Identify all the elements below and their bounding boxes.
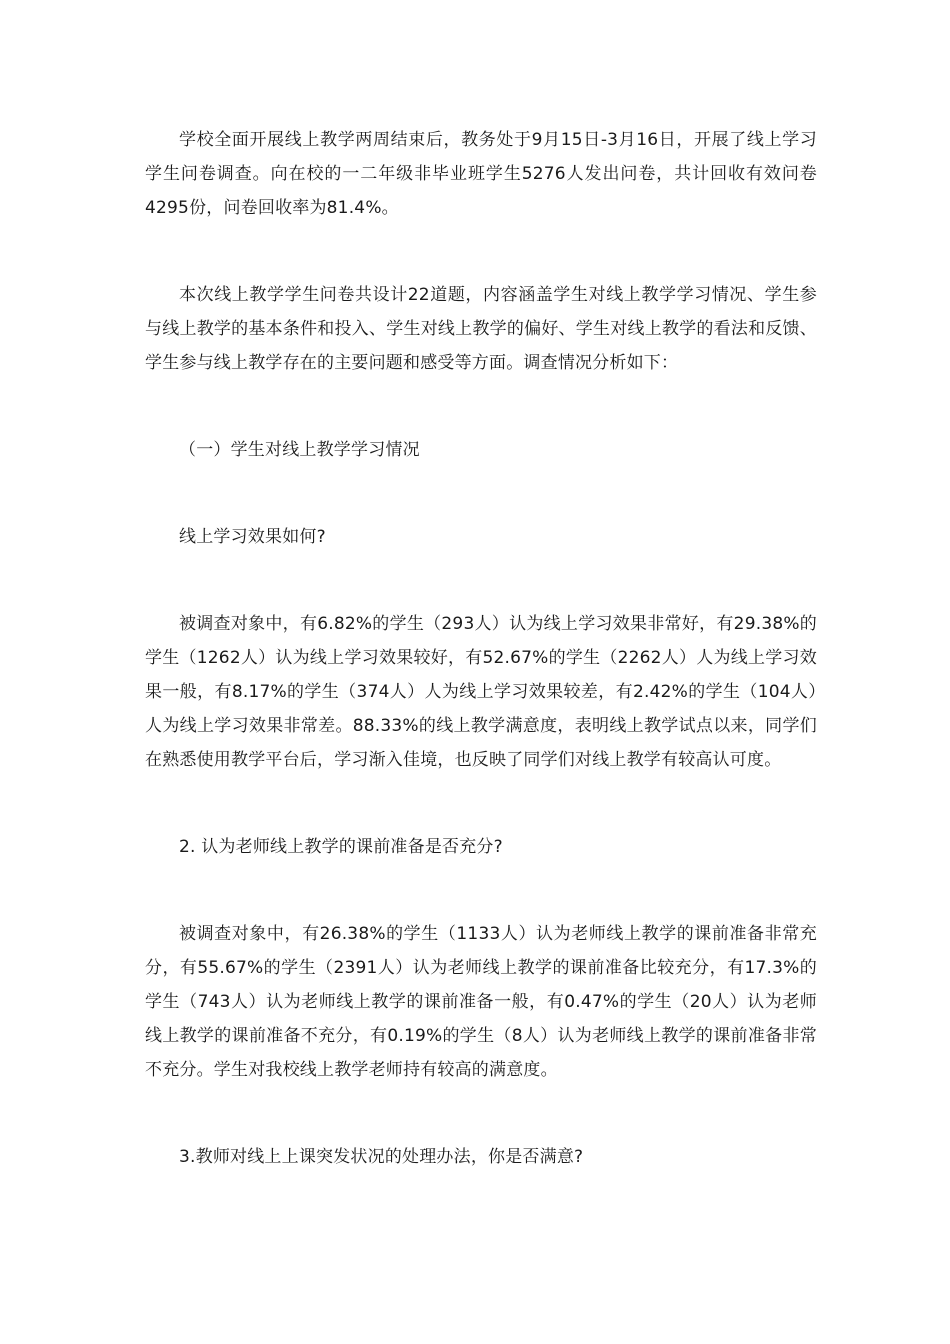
question-heading-emergency: 3.教师对线上上课突发状况的处理办法，你是否满意? [179,1147,584,1167]
paragraph-preparation-results: 被调查对象中，有26.38%的学生（1133人）认为老师线上教学的课前准备非常充分，有55.67%的学生（2391人）认为老师线上教学的课前准备比较充分，有17.3%的学生（743人）认为老师线上教学的课前准备一般，有0.47%的学生（20人）认为老师线上教学的课前准备不充分，有0.19%的学生（8人）认为老师线上教学的课前准备非常不充分。学生对我校线上教学老师持有较高的满意度。 [145,924,817,1080]
document-body [145,123,817,1174]
paragraph-survey-intro: 学校全面开展线上教学两周结束后，教务处于9月15日-3月16日，开展了线上学习学生问卷调查。向在校的一二年级非毕业班学生5276人发出问卷，共计回收有效问卷4295份，问卷回收率为81.4%。 [145,130,817,218]
section-heading-learning: （一）学生对线上教学学习情况 [179,440,420,460]
question-heading-preparation: 2. 认为老师线上教学的课前准备是否充分? [179,837,503,857]
question-heading-effect: 线上学习效果如何? [179,527,326,547]
paragraph-effect-results: 被调查对象中，有6.82%的学生（293人）认为线上学习效果非常好，有29.38%的学生（1262人）认为线上学习效果较好，有52.67%的学生（2262人）人为线上学习效果一般，有8.17%的学生（374人）人为线上学习效果较差，有2.42%的学生（104人）人为线上学习效果非常差。88.33%的线上教学满意度，表明线上教学试点以来，同学们在熟悉使用教学平台后，学习渐入佳境，也反映了同学们对线上教学有较高认可度。 [145,614,817,770]
paragraph-survey-design: 本次线上教学学生问卷共设计22道题，内容涵盖学生对线上教学学习情况、学生参与线上教学的基本条件和投入、学生对线上教学的偏好、学生对线上教学的看法和反馈、学生参与线上教学存在的主要问题和感受等方面。调查情况分析如下： [145,285,817,373]
